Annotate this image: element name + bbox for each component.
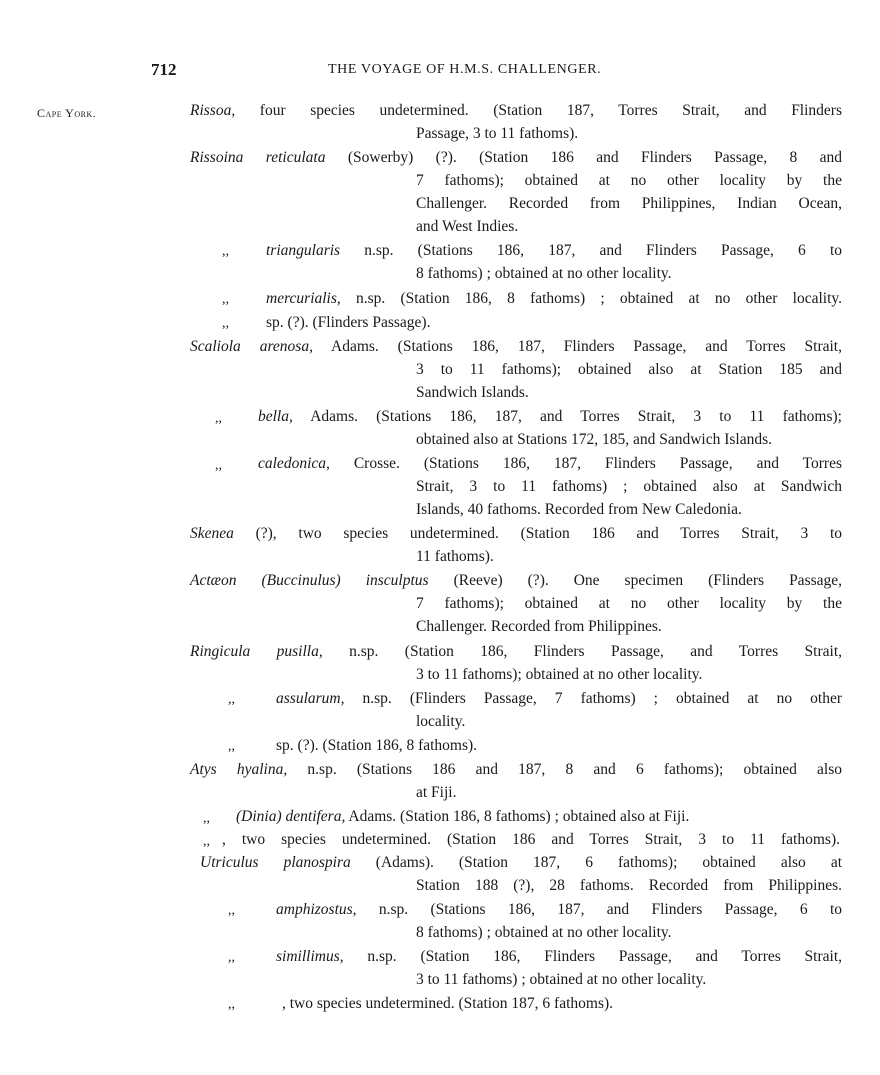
species-name: Utriculus planospira xyxy=(200,854,351,871)
species-name: Rissoa, xyxy=(190,102,236,119)
entry-text: n.sp. (Stations 186, 187, and Flinders Passage, 6 to xyxy=(364,242,843,259)
species-name: (Buccinulus) insculptus xyxy=(261,572,429,589)
entry-amphizostus-line-2: 8 fathoms) ; obtained at no other locality. xyxy=(416,924,672,941)
entry-simillimus-line-2: 3 to 11 fathoms) ; obtained at no other locality. xyxy=(416,971,707,988)
ditto-mark: ,, xyxy=(222,244,229,259)
entry-utriculus-line-2: Station 188 (?), 28 fathoms. Recorded from Philippines. xyxy=(416,877,842,894)
species-name: triangularis xyxy=(266,242,341,259)
entry-text: Adams. (Stations 186, 187, Flinders Passage, and Torres Strait, xyxy=(331,338,842,355)
species-name: Actæon xyxy=(190,572,237,589)
species-name: assularum, xyxy=(276,690,345,707)
entry-text: n.sp. (Flinders Passage, 7 fathoms) ; obtained at no other xyxy=(362,690,842,707)
species-name: Scaliola arenosa, xyxy=(190,338,313,355)
entry-rissoina-line-3: Challenger. Recorded from Philippines, Indian Ocean, xyxy=(416,195,842,212)
margin-note: Cape York. xyxy=(37,106,97,120)
entry-text: (Sowerby) (?). (Station 186 and Flinders Passage, 8 and xyxy=(347,149,842,166)
species-name: Atys hyalina, xyxy=(190,761,288,778)
entry-dinia-line-1 xyxy=(236,806,836,828)
entry-text: (Reeve) (?). One specimen (Flinders Passage, xyxy=(453,572,843,589)
ditto-mark: ,, xyxy=(203,811,210,826)
ditto-mark: ,, xyxy=(228,692,235,707)
entry-scaliola-line-2: 3 to 11 fathoms); obtained also at Station 185 and xyxy=(416,361,842,378)
entry-text: n.sp. (Stations 186 and 187, 8 and 6 fathoms); obtained also xyxy=(307,761,842,778)
entry-rissoina-line-4: and West Indies. xyxy=(416,218,519,235)
species-name: Skenea xyxy=(190,525,234,542)
entry-text: four species undetermined. (Station 187, Torres Strait, and Flinders xyxy=(259,102,842,119)
entry-utriculus-line-1 xyxy=(200,852,842,874)
entry-atys-two-line-1: , two species undetermined. (Station 186 and Torres Strait, 3 to 11 fathoms). xyxy=(222,831,840,848)
species-name: Rissoina reticulata xyxy=(190,149,326,166)
entry-caledonica-line-1 xyxy=(258,453,842,475)
entry-assularum-line-1 xyxy=(276,688,842,710)
species-name: Ringicula pusilla, xyxy=(190,643,323,660)
entry-rissoa-line-2: Passage, 3 to 11 fathoms). xyxy=(416,125,579,142)
species-name: bella, xyxy=(258,408,293,425)
ditto-mark: ,, xyxy=(228,903,235,918)
ditto-mark: ,, xyxy=(215,411,222,426)
species-name: (Dinia) dentifera, xyxy=(236,808,346,825)
entry-triangularis-line-2: 8 fathoms) ; obtained at no other locality. xyxy=(416,265,672,282)
entry-mercurialis-line-1 xyxy=(266,288,842,310)
entry-scaliola-line-1 xyxy=(190,336,842,358)
species-name: amphizostus, xyxy=(276,901,357,918)
entry-caledonica-line-2: Strait, 3 to 11 fathoms) ; obtained also at Sandwich xyxy=(416,478,842,495)
entry-simillimus-line-1 xyxy=(276,946,842,968)
entry-ringicula-line-2: 3 to 11 fathoms); obtained at no other locality. xyxy=(416,666,703,683)
entry-bella-line-1 xyxy=(258,406,842,428)
entry-text: n.sp. (Station 186, Flinders Passage, and Torres Strait, xyxy=(367,948,843,965)
entry-assularum-line-2: locality. xyxy=(416,713,466,730)
ditto-mark: ,, xyxy=(222,292,229,307)
ditto-mark: ,, xyxy=(228,997,235,1012)
entry-atys-line-1 xyxy=(190,759,842,781)
ditto-mark: ,, xyxy=(228,739,235,754)
entry-text: n.sp. (Station 186, Flinders Passage, and Torres Strait, xyxy=(349,643,843,660)
entry-ringicula-sp-line-1: sp. (?). (Station 186, 8 fathoms). xyxy=(276,737,478,754)
entry-text: n.sp. (Station 186, 8 fathoms) ; obtained at no other locality. xyxy=(356,290,843,307)
species-name: mercurialis, xyxy=(266,290,341,307)
entry-triangularis-line-1 xyxy=(266,240,842,262)
entry-amphizostus-line-1 xyxy=(276,899,842,921)
entry-text: Crosse. (Stations 186, 187, Flinders Passage, and Torres xyxy=(353,455,843,472)
entry-text: Adams. (Stations 186, 187, and Torres Strait, 3 to 11 fathoms); xyxy=(310,408,842,425)
entry-text: Adams. (Station 186, 8 fathoms) ; obtained also at Fiji. xyxy=(348,808,690,825)
entry-bella-line-2: obtained also at Stations 172, 185, and Sandwich Islands. xyxy=(416,431,773,448)
entry-actaeon-line-3: Challenger. Recorded from Philippines. xyxy=(416,618,662,635)
species-name: caledonica, xyxy=(258,455,330,472)
entry-rissoina-sp-line-1: sp. (?). (Flinders Passage). xyxy=(266,314,431,331)
entry-ringicula-line-1 xyxy=(190,641,842,663)
entry-caledonica-line-3: Islands, 40 fathoms. Recorded from New Caledonia. xyxy=(416,501,742,518)
entry-skenea-line-1 xyxy=(190,523,842,545)
entry-actaeon-line-1 xyxy=(190,570,842,592)
species-name: simillimus, xyxy=(276,948,344,965)
entry-scaliola-line-3: Sandwich Islands. xyxy=(416,384,529,401)
running-title: THE VOYAGE OF H.M.S. CHALLENGER. xyxy=(328,62,602,77)
entry-utriculus-two-line-1: , two species undetermined. (Station 187, 6 fathoms). xyxy=(282,995,614,1012)
entry-text: n.sp. (Stations 186, 187, and Flinders Passage, 6 to xyxy=(378,901,843,918)
entry-skenea-line-2: 11 fathoms). xyxy=(416,548,494,565)
entry-actaeon-line-2: 7 fathoms); obtained at no other locality by the xyxy=(416,595,842,612)
entry-rissoina-line-2: 7 fathoms); obtained at no other locality by the xyxy=(416,172,842,189)
entry-rissoa-line-1 xyxy=(190,100,842,122)
entry-rissoina-line-1 xyxy=(190,147,842,169)
ditto-mark: ,, xyxy=(215,458,222,473)
entry-text: (Adams). (Station 187, 6 fathoms); obtained also at xyxy=(375,854,842,871)
page-number: 712 xyxy=(151,60,177,79)
entry-atys-line-2: at Fiji. xyxy=(416,784,457,801)
ditto-mark: ,, xyxy=(203,834,210,849)
entry-text: (?), two species undetermined. (Station 186 and Torres Strait, 3 to xyxy=(255,525,842,542)
ditto-mark: ,, xyxy=(228,950,235,965)
ditto-mark: ,, xyxy=(222,316,229,331)
